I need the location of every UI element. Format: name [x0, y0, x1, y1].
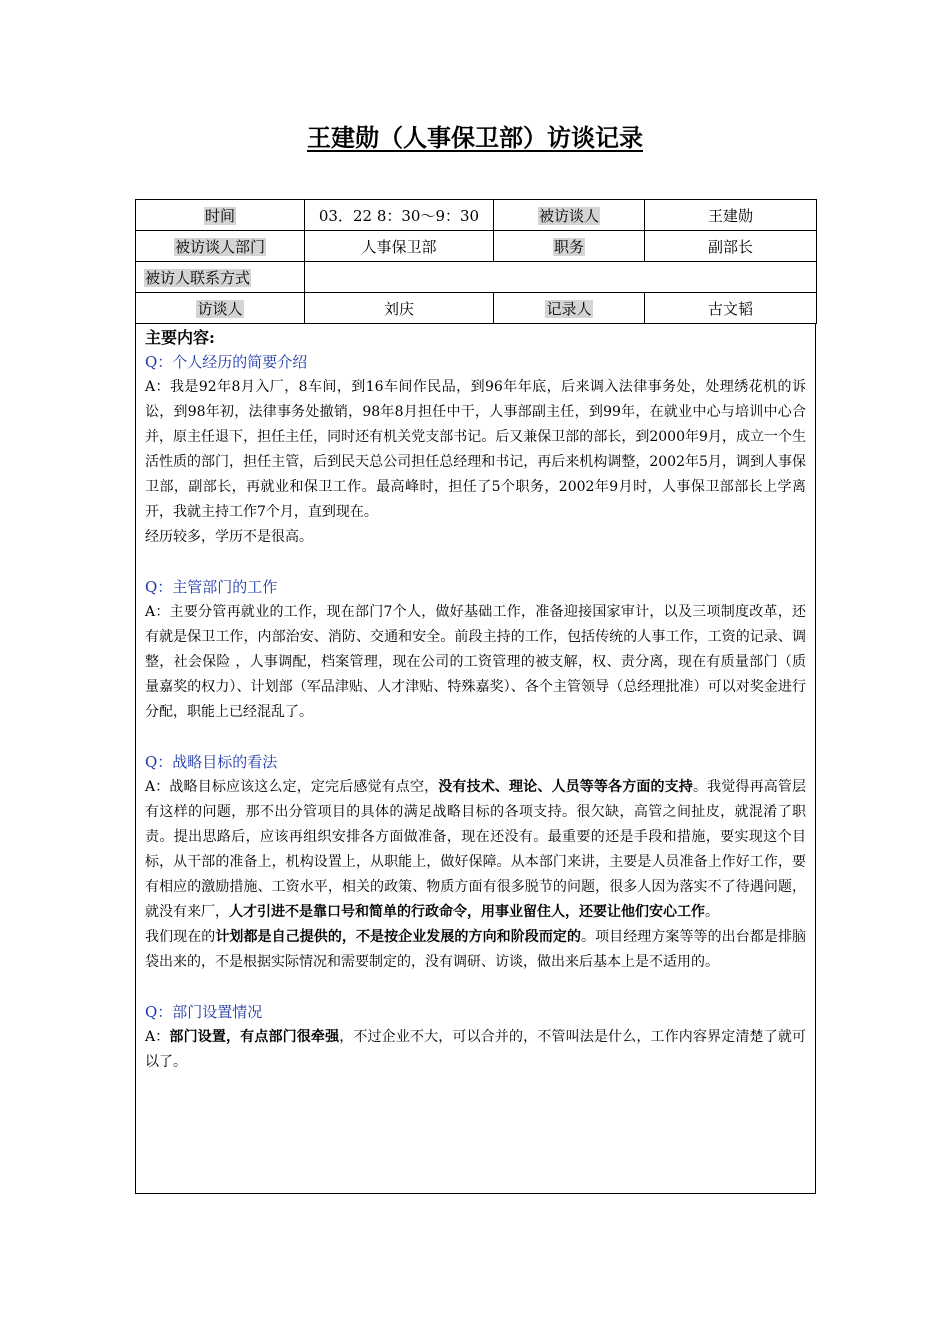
- document-title: 王建勋（人事保卫部）访谈记录: [307, 123, 643, 152]
- table-row: [136, 231, 817, 262]
- question-experience: Q：个人经历的简要介绍: [145, 353, 308, 371]
- time-value-cell: 03．22 8：30～9：30: [305, 200, 494, 231]
- time-label-cell: 时间: [136, 200, 305, 231]
- recorder-label-cell: 记录人: [494, 293, 645, 324]
- answer-strategy-paragraph-2: 我们现在的计划都是自己提供的，不是按企业发展的方向和阶段而定的。项目经理方案等等的出台都是排脑袋出来的，不是根据实际情况和需要制定的，没有调研、访谈，做出来后基本上是不适用的。: [145, 929, 807, 970]
- table-row: [136, 262, 817, 293]
- dept-label-cell: 被访谈人部门: [136, 231, 305, 262]
- main-content-box: [135, 324, 816, 1194]
- dept-value-cell: 人事保卫部: [305, 231, 494, 262]
- answer-strategy-paragraph-1: A：战略目标应该这么定，定完后感觉有点空，没有技术、理论、人员等等各方面的支持。我觉得再高管层有这样的问题，那不出分管项目的具体的满足战略目标的各项支持。很欠缺，高管之间扯皮，就混淆了职责。提出思路后，应该再组织安排各方面做准备，现在还没有。最重要的还是手段和措施，要实现这个目标，从干部的准备上，机构设置上，从职能上，做好保障。从本部门来讲，主要是人员准备上作好工作，要有相应的激励措施、工资水平，相关的政策、物质方面有很多脱节的问题，很多人因为落实不了待遇问题，就没有来厂，人才引进不是靠口号和简单的行政命令，用事业留住人，还要让他们安心工作。: [145, 779, 807, 920]
- answer-experience-note: 经历较多，学历不是很高。: [145, 529, 313, 545]
- recorder-value-cell: 古文韬: [645, 293, 817, 324]
- contact-value-cell: [305, 262, 817, 293]
- interviewee-value-cell: 王建勋: [645, 200, 817, 231]
- position-value-cell: 副部长: [645, 231, 817, 262]
- main-content-heading: 主要内容:: [145, 328, 215, 347]
- table-row: [136, 293, 817, 324]
- question-strategy: Q：战略目标的看法: [145, 753, 278, 771]
- answer-department-setup: A：部门设置，有点部门很牵强，不过企业不大，可以合并的，不管叫法是什么，工作内容界定清楚了就可以了。: [145, 1029, 806, 1070]
- interviewee-label-cell: 被访谈人: [494, 200, 645, 231]
- question-department-setup: Q：部门设置情况: [145, 1003, 263, 1021]
- table-row: [136, 200, 817, 231]
- interviewer-label-cell: 访谈人: [136, 293, 305, 324]
- info-table: [135, 199, 817, 324]
- answer-experience: A：我是92年8月入厂，8车间，到16车间作民品，到96年年底，后来调入法律事务处，处理绣花机的诉讼，到98年初，法律事务处撤销，98年8月担任中干，人事部副主任，到99年，在就业中心与培训中心合并，原主任退下，担任主任，同时还有机关党支部书记。后又兼保卫部的部长，到2000年9月，成立一个生活性质的部门，担任主管，后到民天总公司担任总经理和书记，再后来机构调整，2002年5月，调到人事保卫部，副部长，再就业和保卫工作。最高峰时，担任了5个职务，2002年9月时，人事保卫部部长上学离开，我就主持工作7个月，直到现在。: [145, 379, 806, 520]
- question-department-work: Q：主管部门的工作: [145, 578, 278, 596]
- answer-department-work: A：主要分管再就业的工作，现在部门7个人，做好基础工作，准备迎接国家审计，以及三项制度改革，还有就是保卫工作，内部治安、消防、交通和安全。前段主持的工作，包括传统的人事工作，工资的记录、调整，社会保险 ，人事调配，档案管理，现在公司的工资管理的被支解，权、责分离，现在有质量部门（质量嘉奖的权力）、计划部（军品津贴、人才津贴、特殊嘉奖）、各个主管领导（总经理批准）可以对奖金进行分配，职能上已经混乱了。: [145, 604, 806, 720]
- position-label-cell: 职务: [494, 231, 645, 262]
- contact-label-cell: 被访人联系方式: [136, 262, 305, 293]
- interviewer-value-cell: 刘庆: [305, 293, 494, 324]
